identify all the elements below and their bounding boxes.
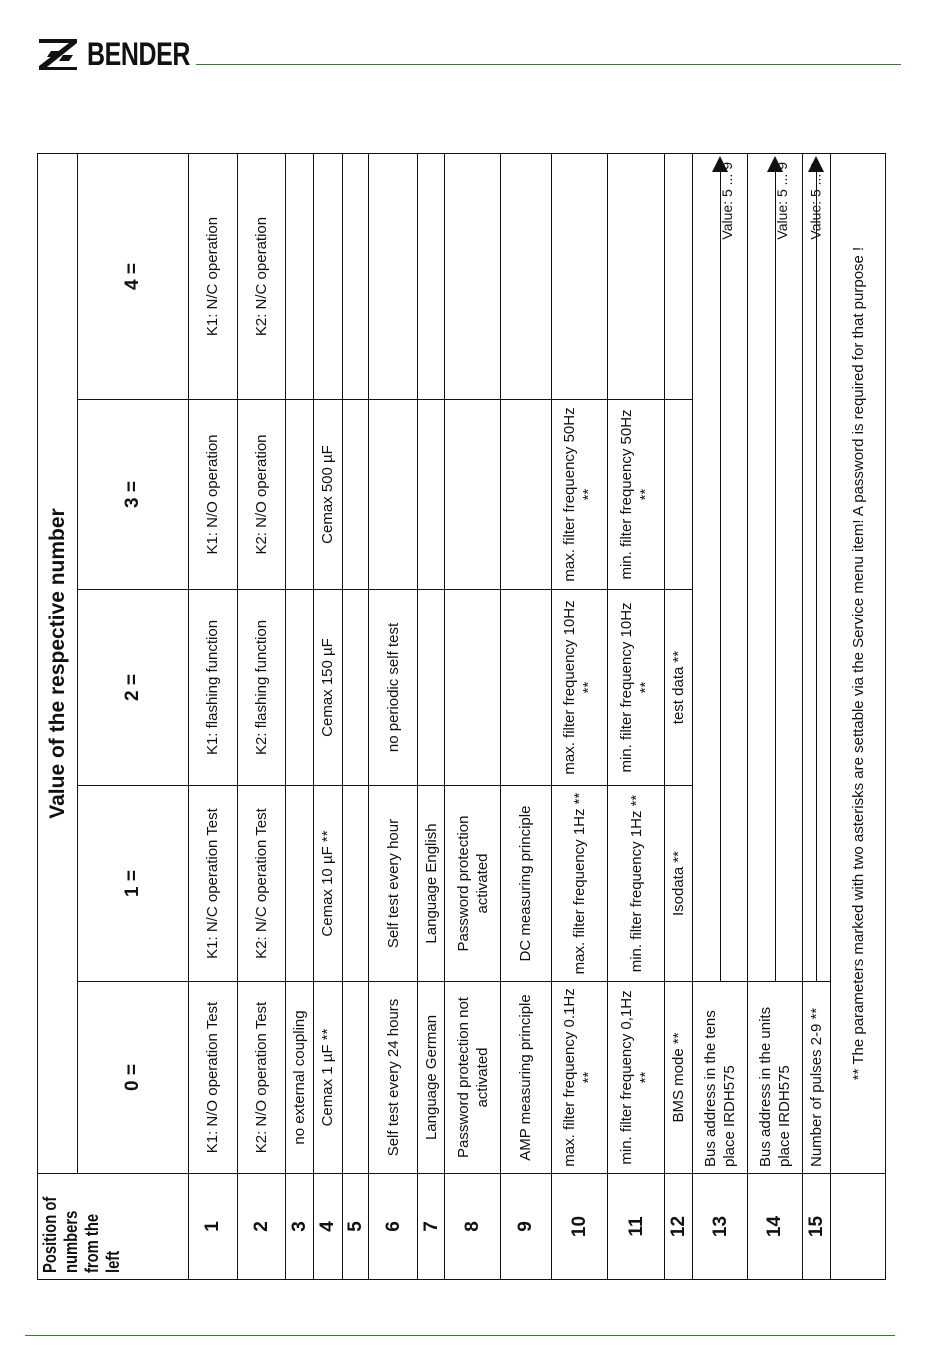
cell-value-3: max. filter frequency 50Hz ** <box>551 400 608 590</box>
range-value: Value: 5 ... 9 <box>774 162 791 240</box>
table-row <box>286 154 313 1280</box>
cell-value-2: Cemax 150 µF <box>313 590 342 786</box>
cell-value-3 <box>286 400 313 590</box>
cell-value-4 <box>445 154 501 400</box>
cell-value-2: no periodic self test <box>369 590 418 786</box>
row-number: 8 <box>445 1174 501 1280</box>
cell-value-0: BMS mode ** <box>665 982 693 1174</box>
cell-value-1 <box>342 786 368 982</box>
range-arrow-line <box>816 172 817 981</box>
value-range-cell <box>693 154 748 982</box>
table-row <box>802 154 830 1280</box>
cell-value-0: K1: N/O operation Test <box>188 982 237 1174</box>
cell-value-3 <box>369 400 418 590</box>
table-row <box>608 154 665 1280</box>
table-row <box>188 154 237 1280</box>
cell-value-4 <box>551 154 608 400</box>
cell-value-1: Password protection activated <box>445 786 501 982</box>
cell-value-4 <box>313 154 342 400</box>
cell-value-0: Cemax 1 µF ** <box>313 982 342 1174</box>
bender-logo <box>37 36 219 72</box>
value-range-cell <box>802 154 830 982</box>
cell-value-0: no external coupling <box>286 982 313 1174</box>
bender-logo-icon <box>37 37 81 71</box>
table-row <box>417 154 444 1280</box>
cell-value-3 <box>445 400 501 590</box>
range-arrow-line <box>775 172 776 981</box>
range-value: Value: 5 ... 9 <box>807 162 824 240</box>
table-row <box>342 154 368 1280</box>
header-divider <box>196 64 901 65</box>
cell-value-3 <box>500 400 551 590</box>
cell-value-0: Language German <box>417 982 444 1174</box>
cell-value-2 <box>500 590 551 786</box>
cell-value-0: AMP measuring principle <box>500 982 551 1174</box>
cell-value-2: K1: flashing function <box>188 590 237 786</box>
table-row <box>237 154 286 1280</box>
value-header-3: 3 = <box>77 400 188 590</box>
footnote-row <box>831 154 886 1280</box>
cell-value-1: K2: N/C operation Test <box>237 786 286 982</box>
row-number: 9 <box>500 1174 551 1280</box>
table-row <box>665 154 693 1280</box>
cell-value-3: K1: N/O operation <box>188 400 237 590</box>
row-number: 13 <box>693 1174 748 1280</box>
cell-value-2: K2: flashing function <box>237 590 286 786</box>
value-range-cell <box>748 154 803 982</box>
cell-value-4 <box>608 154 665 400</box>
cell-value-2: test data ** <box>665 590 693 786</box>
row-number: 1 <box>188 1174 237 1280</box>
cell-label: Number of pulses 2-9 ** <box>802 982 830 1174</box>
row-number: 7 <box>417 1174 444 1280</box>
row-number: 14 <box>748 1174 803 1280</box>
row-number: 5 <box>342 1174 368 1280</box>
row-number: 10 <box>551 1174 608 1280</box>
table-row <box>369 154 418 1280</box>
cell-value-2 <box>286 590 313 786</box>
cell-value-4 <box>665 154 693 400</box>
value-header-2: 2 = <box>77 590 188 786</box>
cell-value-0: min. filter frequency 0,1Hz ** <box>608 982 665 1174</box>
cell-value-0: K2: N/O operation Test <box>237 982 286 1174</box>
cell-value-4 <box>500 154 551 400</box>
brand-name: BENDER <box>87 35 191 72</box>
table-row <box>313 154 342 1280</box>
cell-value-2 <box>417 590 444 786</box>
footnote: ** The parameters marked with two asterisks are settable via the Service menu item! A password is required for that purpose ! <box>831 154 886 1174</box>
cell-value-1: K1: N/C operation Test <box>188 786 237 982</box>
cell-value-3 <box>342 400 368 590</box>
table-row <box>748 154 803 1280</box>
value-header-1: 1 = <box>77 786 188 982</box>
cell-value-4: K1: N/C operation <box>188 154 237 400</box>
value-header-4: 4 = <box>77 154 188 400</box>
cell-value-1: Isodata ** <box>665 786 693 982</box>
table-title: Value of the respective number <box>38 154 78 1174</box>
cell-value-2 <box>342 590 368 786</box>
cell-value-4 <box>417 154 444 400</box>
cell-value-3 <box>665 400 693 590</box>
cell-label: Bus address in the tens place IRDH575 <box>693 982 748 1174</box>
cell-value-0: max. filter frequency 0.1Hz ** <box>551 982 608 1174</box>
row-number: 3 <box>286 1174 313 1280</box>
cell-value-3: Cemax 500 µF <box>313 400 342 590</box>
cell-value-2: max. filter frequency 10Hz ** <box>551 590 608 786</box>
row-number: 4 <box>313 1174 342 1280</box>
cell-value-0: Self test every 24 hours <box>369 982 418 1174</box>
cell-value-3: K2: N/O operation <box>237 400 286 590</box>
cell-value-1: DC measuring principle <box>500 786 551 982</box>
row-number: 2 <box>237 1174 286 1280</box>
cell-value-1: min. filter frequency 1Hz ** <box>608 786 665 982</box>
row-number: 11 <box>608 1174 665 1280</box>
cell-value-0 <box>342 982 368 1174</box>
cell-value-4 <box>286 154 313 400</box>
table-row <box>500 154 551 1280</box>
footnote-spacer <box>831 1174 886 1280</box>
table-row <box>693 154 748 1280</box>
position-header: Position of numbers from the left <box>38 1174 189 1280</box>
cell-value-4: K2: N/C operation <box>237 154 286 400</box>
cell-value-4 <box>342 154 368 400</box>
cell-value-2: min. filter frequency 10Hz ** <box>608 590 665 786</box>
table-row <box>445 154 501 1280</box>
settings-table <box>37 153 886 1280</box>
cell-value-1: Language English <box>417 786 444 982</box>
cell-value-1: Self test every hour <box>369 786 418 982</box>
value-header-0: 0 = <box>77 982 188 1174</box>
range-arrow-line <box>720 172 721 981</box>
rotated-table <box>37 154 886 1280</box>
cell-label: Bus address in the units place IRDH575 <box>748 982 803 1174</box>
table-row <box>551 154 608 1280</box>
row-number: 12 <box>665 1174 693 1280</box>
cell-value-3 <box>417 400 444 590</box>
range-value: Value: 5 ... 9 <box>719 162 736 240</box>
cell-value-1 <box>286 786 313 982</box>
row-number: 15 <box>802 1174 830 1280</box>
cell-value-3: min. filter frequency 50Hz ** <box>608 400 665 590</box>
row-number: 6 <box>369 1174 418 1280</box>
cell-value-4 <box>369 154 418 400</box>
cell-value-1: Cemax 10 µF ** <box>313 786 342 982</box>
settings-table-container <box>37 154 886 1280</box>
cell-value-2 <box>445 590 501 786</box>
footer-divider <box>25 1335 895 1336</box>
cell-value-1: max. filter frequency 1Hz ** <box>551 786 608 982</box>
cell-value-0: Password protection not activated <box>445 982 501 1174</box>
